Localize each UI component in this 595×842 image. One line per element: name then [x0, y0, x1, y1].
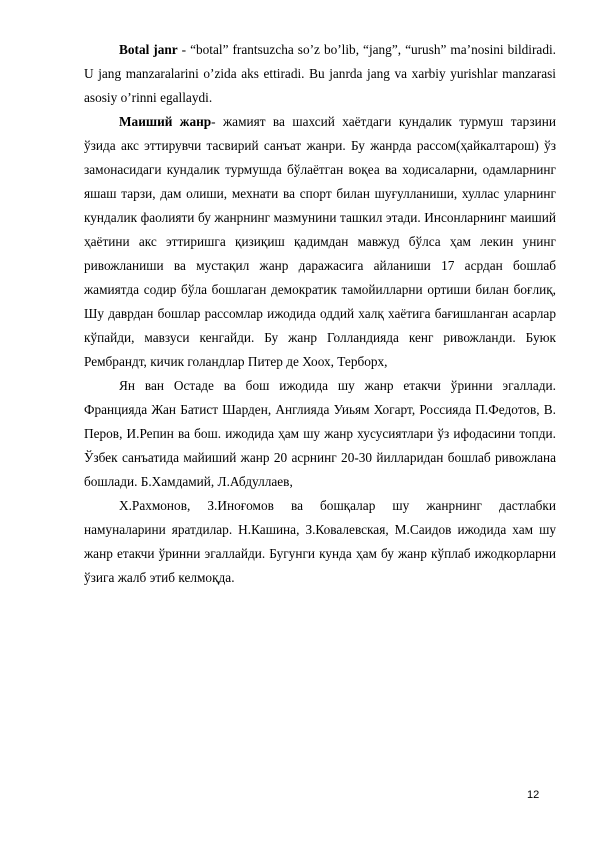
paragraph-european-masters	[84, 374, 556, 494]
paragraph-text: Ян ван Остаде ва бош ижодида шу жанр етакчи ўринни эгаллади. Францияда Жан Батист Шарден, Англияда Уиьям Хогарт, Россияда П.Федотов, В. Перов, И.Репин ва бош. ижодида ҳам шу жанр хусусиятлари ўз ифодасини топди. Ўзбек санъатида майиший жанр 20 асрнинг 20-30 йилларидан бошлаб ривожлана бошлади. Б.Хамдамий, Л.Абдуллаев,	[84, 378, 556, 489]
paragraph-genre-painting	[84, 110, 556, 374]
paragraph-text: Х.Рахмонов, З.Иноғомов ва бошқалар шу жанрнинг дастлабки намуналарини яратдилар. Н.Кашина, З.Ковалевская, М.Саидов ижодида хам шу жанр етакчи ўринни эгаллайди. Бугунги кунда ҳам бу жанр кўплаб ижодкорларни ўзига жалб этиб келмоқда.	[84, 498, 556, 585]
paragraph-text: - “botal” frantsuzcha so’z bo’lib, “jang”, “urush” ma’nosini bildiradi. U jang manzaralarini o’zida aks ettiradi. Bu janrda jang va xarbiy yurishlar manzarasi asosiy o’rinni egallaydi.	[84, 42, 556, 105]
paragraph-term: Botal janr	[119, 42, 178, 57]
document-page	[84, 38, 556, 590]
paragraph-uzbek-artists	[84, 494, 556, 590]
paragraph-term: Маиший жанр	[119, 114, 212, 129]
paragraph-text: - жамият ва шахсий хаётдаги кундалик турмуш тарзини ўзида акс эттирувчи тасвирий санъат жанри. Бу жанрда рассом(ҳайкалтарош) ўз замонасидаги кундалик турмушда бўлаётган воқеа ва ходисаларни, одамларнинг яшаш тарзи, дам олиши, мехнати ва спорт билан шуғулланиши, хуллас уларнинг кундалик фаолияти бу жанрнинг мазмунини ташкил этади. Инсонларнинг маиший ҳаётини акс эттиришга қизиқиш қадимдан мавжуд бўлса ҳам лекин унинг ривожланиши ва мустақил жанр даражасига айланиши 17 асрдан бошлаб жамиятда содир бўла бошлаган демократик тамойилларни ортиши билан боғлиқ, Шу даврдан бошлар рассомлар ижодида оддий халқ хаётига бағишланган асарлар кўпайди, мавзуси кенгайди. Бу жанр Голландияда кенг ривожланди. Буюк Рембрандт, кичик голандлар Питер де Хоох, Терборх,	[84, 114, 556, 369]
page-number: 12	[527, 789, 540, 801]
paragraph-botal-genre	[84, 38, 556, 110]
